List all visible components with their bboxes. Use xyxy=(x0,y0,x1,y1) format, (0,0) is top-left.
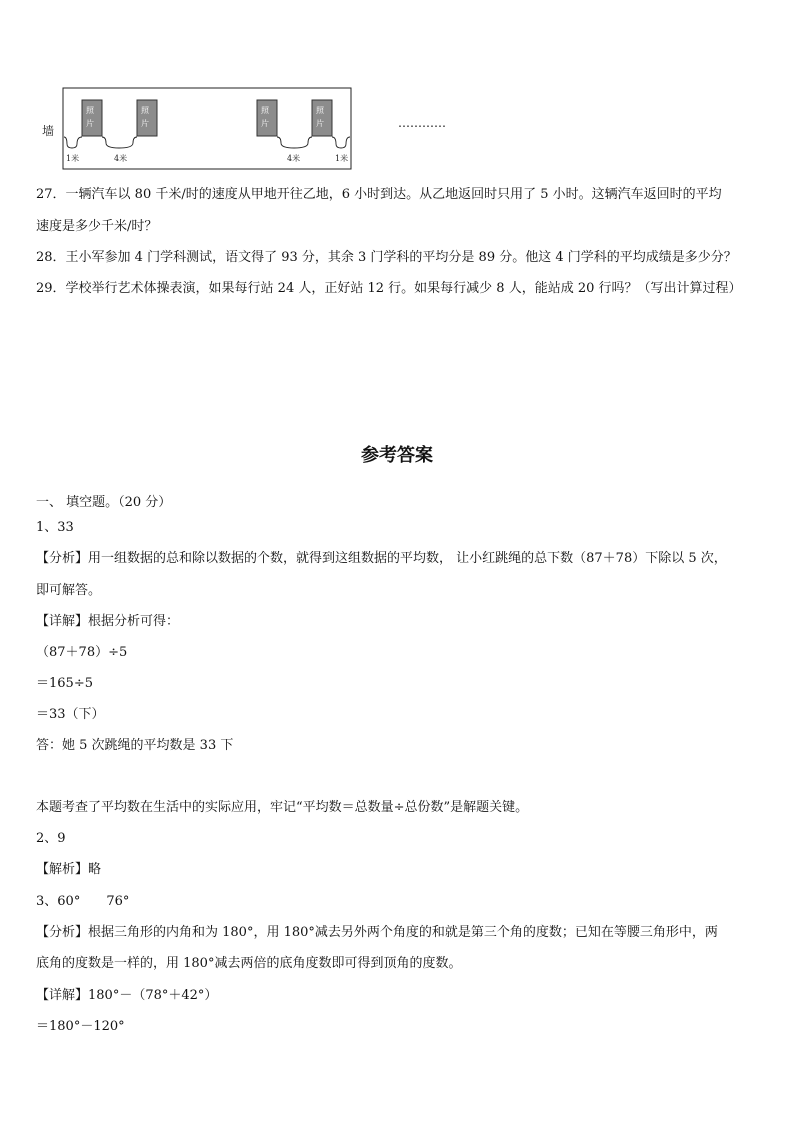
answer-2-analysis: 【解析】略 xyxy=(36,862,102,877)
svg-text:片: 片 xyxy=(261,119,269,128)
svg-text:片: 片 xyxy=(141,119,149,128)
question-27-line-1: 27．一辆汽车以 80 千米/时的速度从甲地开往乙地，6 小时到达。从乙地返回时只用了 5 小时。这辆汽车返回时的平均 xyxy=(36,187,722,202)
answer-3-step-1: ＝180°－120° xyxy=(36,1019,125,1034)
wall-label: 墙 xyxy=(42,124,55,138)
diagram-frame xyxy=(63,88,351,169)
answer-3-detail: 【详解】180°－（78°＋42°） xyxy=(36,988,218,1003)
svg-text:片: 片 xyxy=(86,119,94,128)
answer-3: 3、60° 76° xyxy=(36,894,130,909)
question-27-line-2: 速度是多少千米/时？ xyxy=(36,219,158,234)
answer-1-detail: 【详解】根据分析可得： xyxy=(36,614,180,629)
question-29: 29．学校举行艺术体操表演，如果每行站 24 人，正好站 12 行。如果每行减少 8 人，能站成 20 行吗？（写出计算过程） xyxy=(36,281,742,296)
answer-1-step-2: ＝165÷5 xyxy=(36,676,93,691)
svg-text:照: 照 xyxy=(86,106,94,115)
brace-4m-left xyxy=(102,137,137,148)
answer-2: 2、9 xyxy=(36,831,66,846)
label-1m-right: 1米 xyxy=(335,154,349,163)
answer-1-final: 答：她 5 次跳绳的平均数是 33 下 xyxy=(36,738,234,753)
answer-1-analysis-line-1: 【分析】用一组数据的总和除以数据的个数，就得到这组数据的平均数， 让小红跳绳的总下数（87＋78）下除以 5 次， xyxy=(36,551,727,566)
section-heading: 一、 填空题。（20 分） xyxy=(36,495,172,510)
ellipsis: ………… xyxy=(398,116,446,130)
label-1m-left: 1米 xyxy=(66,154,80,163)
svg-text:照: 照 xyxy=(141,106,149,115)
answer-1-analysis-line-2: 即可解答。 xyxy=(36,583,102,598)
answer-1-step-1: （87＋78）÷5 xyxy=(36,645,128,660)
svg-text:照: 照 xyxy=(316,106,324,115)
photo-1 xyxy=(82,100,102,136)
label-4m-left: 4米 xyxy=(114,154,128,163)
answer-1-note: 本题考查了平均数在生活中的实际应用，牢记“平均数＝总数量÷总份数”是解题关键。 xyxy=(36,800,529,815)
brace-1m-left xyxy=(64,137,82,148)
photo-4 xyxy=(312,100,332,136)
brace-4m-right xyxy=(277,137,312,148)
svg-text:照: 照 xyxy=(261,106,269,115)
svg-text:片: 片 xyxy=(316,119,324,128)
label-4m-right: 4米 xyxy=(287,154,301,163)
answer-1: 1、33 xyxy=(36,520,74,535)
brace-1m-right xyxy=(332,137,350,148)
photo-spacing-diagram xyxy=(36,82,356,172)
answer-3-analysis-line-1: 【分析】根据三角形的内角和为 180°，用 180°减去另外两个角度的和就是第三个角的度数；已知在等腰三角形中，两 xyxy=(36,925,718,940)
question-28: 28．王小军参加 4 门学科测试，语文得了 93 分，其余 3 门学科的平均分是 89 分。他这 4 门学科的平均成绩是多少分？ xyxy=(36,250,737,265)
answer-1-step-3: ＝33（下） xyxy=(36,707,105,722)
answer-3-analysis-line-2: 底角的度数是一样的，用 180°减去两倍的底角度数即可得到顶角的度数。 xyxy=(36,956,462,971)
photo-2 xyxy=(137,100,157,136)
photo-3 xyxy=(257,100,277,136)
answers-title: 参考答案 xyxy=(361,445,433,466)
